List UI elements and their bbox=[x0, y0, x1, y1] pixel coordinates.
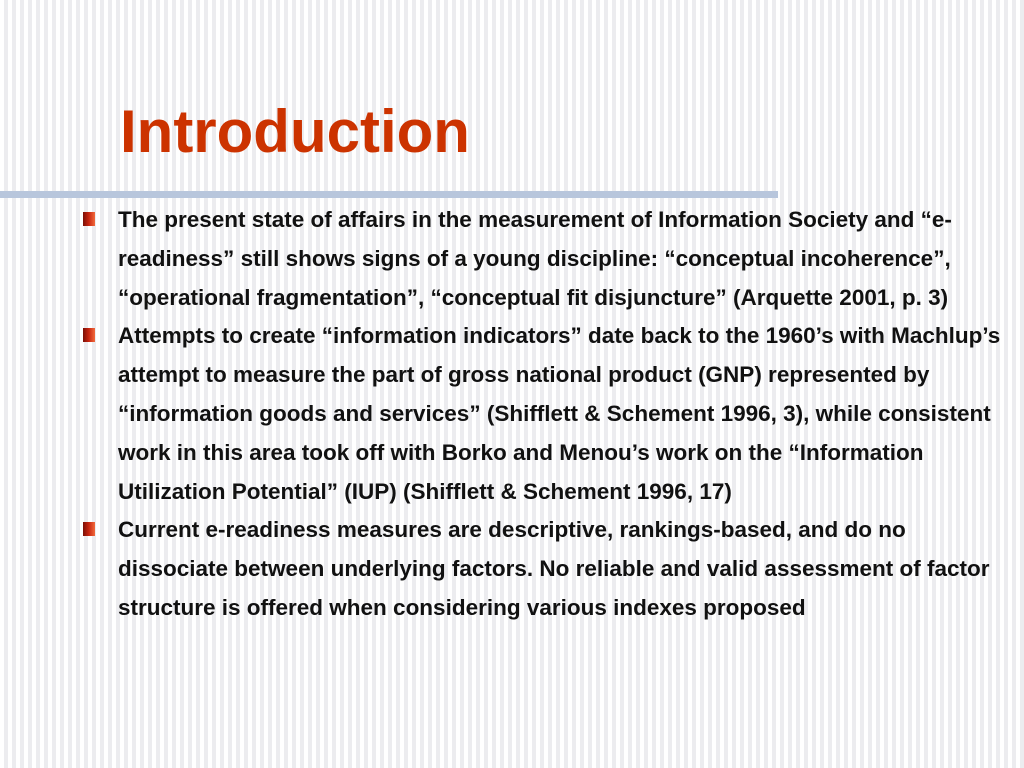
bullet-list bbox=[80, 201, 1015, 628]
bullet-text: Current e-readiness measures are descriptive, rankings-based, and do no dissociate between underlying factors. No reliable and valid assessment of factor structure is offered when considering various indexes proposed bbox=[118, 517, 990, 620]
bullet-item bbox=[80, 511, 1015, 627]
bullet-text: Attempts to create “information indicators” date back to the 1960’s with Machlup’s attempt to measure the part of gross national product (GNP) represented by “information goods and services” (Shifflett & Schement 1996, 3), while consistent work in this area took off with Borko and Menou’s work on the “Information Utilization Potential” (IUP) (Shifflett & Schement 1996, 17) bbox=[118, 323, 1001, 504]
bullet-item bbox=[80, 317, 1015, 511]
square-bullet-icon bbox=[83, 328, 95, 342]
slide-title: Introduction bbox=[120, 98, 470, 165]
square-bullet-icon bbox=[83, 212, 95, 226]
bullet-item bbox=[80, 201, 1015, 317]
title-divider bbox=[0, 191, 778, 198]
bullet-text: The present state of affairs in the measurement of Information Society and “e-readiness” still shows signs of a young discipline: “conceptual incoherence”, “operational fragmentation”, “conceptual fit disjuncture” (Arquette 2001, p. 3) bbox=[118, 207, 952, 310]
square-bullet-icon bbox=[83, 522, 95, 536]
